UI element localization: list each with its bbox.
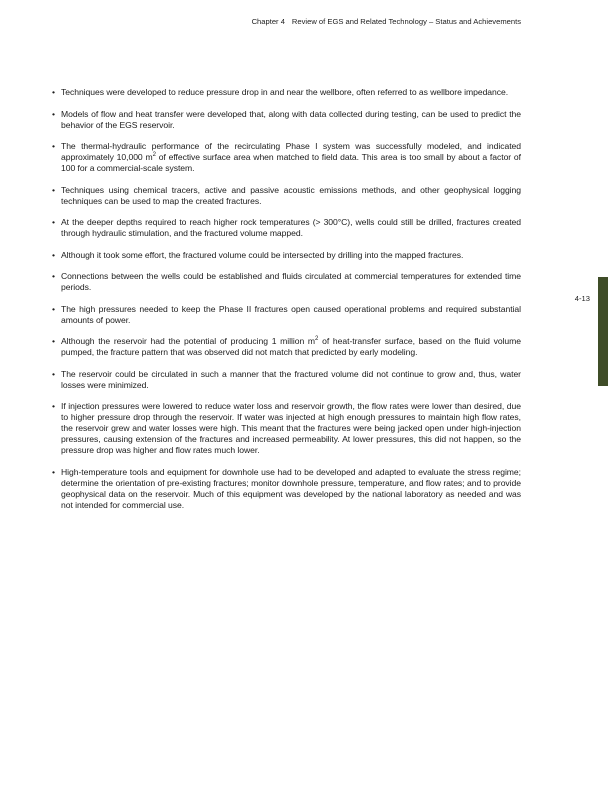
bullet-text: The reservoir could be circulated in such a manner that the fractured volume did not continue to grow and, thus, water losses were minimized. (61, 368, 521, 390)
list-item (52, 250, 521, 261)
bullet-text: Connections between the wells could be established and fluids circulated at commercial temperatures for extended time periods. (61, 271, 521, 292)
bullet-text: High-temperature tools and equipment for downhole use had to be developed and adapted to evaluate the stress regime; determine the orientation of pre-existing fractures; monitor downhole pressure, temperature, and flow rates; and to provide geophysical data on the reservoir. Much of this equipment was developed by the national laboratory as needed and was not intended for commercial use. (61, 466, 521, 510)
section-tab-bar (598, 277, 608, 386)
list-item (52, 217, 521, 239)
list-item (52, 336, 521, 358)
bullet-icon: • (52, 87, 55, 97)
bullet-icon: • (52, 184, 55, 195)
chapter-label: Chapter 4 (251, 17, 285, 26)
bullet-text: Models of flow and heat transfer were developed that, along with data collected during testing, can be used to predict the behavior of the EGS reservoir. (61, 108, 521, 130)
bullet-icon: • (52, 401, 55, 411)
list-item (52, 271, 521, 293)
bullet-icon: • (52, 466, 55, 477)
list-item (52, 141, 521, 174)
header-title: Review of EGS and Related Technology – Status and Achievements (291, 17, 521, 26)
bullet-text: Although the reservoir had the potential of producing 1 million $m^2$ of heat-transfer surface, based on the fluid volume pumped, the fracture pattern that was observed did not match that predicted by early modeling. (61, 336, 521, 357)
page-number: 4-13 (574, 294, 590, 303)
list-item (52, 369, 521, 391)
bullet-list (52, 87, 521, 511)
bullet-text: At the deeper depths required to reach higher rock temperatures (> 300°C), wells could still be drilled, fractures created through hydraulic stimulation, and the fractured volume mapped. (61, 217, 521, 238)
list-item (52, 304, 521, 326)
bullet-text: If injection pressures were lowered to reduce water loss and reservoir growth, the flow rates were lower than desired, due to higher pressure drop through the reservoir. If water was injected at high enough pressures to maintain high flow rates, the reservoir grew and water losses were high. This meant that the fractures were being jacked open under high-injection pressures, causing extension of the fractures and increased permeability. At lower pressures, this did not happen, so the pressure drop was higher and flow rates much lower. (61, 401, 521, 455)
list-item (52, 109, 521, 131)
list-item (52, 87, 521, 98)
bullet-icon: • (52, 108, 55, 119)
list-item (52, 185, 521, 207)
list-item (52, 467, 521, 511)
bullet-icon: • (52, 336, 55, 346)
page-body (52, 87, 521, 511)
bullet-text: Although it took some effort, the fractured volume could be intersected by drilling into the mapped fractures. (61, 249, 464, 260)
bullet-icon: • (52, 249, 55, 260)
bullet-icon: • (52, 303, 55, 314)
bullet-text: The thermal-hydraulic performance of the recirculating Phase I system was successfully modeled, and indicated approximately 10,000 $m^2$ of effective surface area when matched to field data. This area is too small by about a factor of 100 for a commercial-scale system. (61, 141, 522, 173)
bullet-text: The high pressures needed to keep the Phase II fractures open caused operational problems and required substantial amounts of power. (61, 303, 521, 325)
bullet-text: Techniques were developed to reduce pressure drop in and near the wellbore, often referred to as wellbore impedance. (61, 87, 509, 97)
bullet-text: Techniques using chemical tracers, active and passive acoustic emissions methods, and other geophysical logging techniques can be used to map the created fractures. (61, 184, 521, 206)
running-header (52, 17, 521, 26)
bullet-icon: • (52, 141, 55, 151)
list-item (52, 401, 521, 456)
bullet-icon: • (52, 368, 55, 379)
bullet-icon: • (52, 217, 55, 227)
bullet-icon: • (52, 271, 55, 281)
